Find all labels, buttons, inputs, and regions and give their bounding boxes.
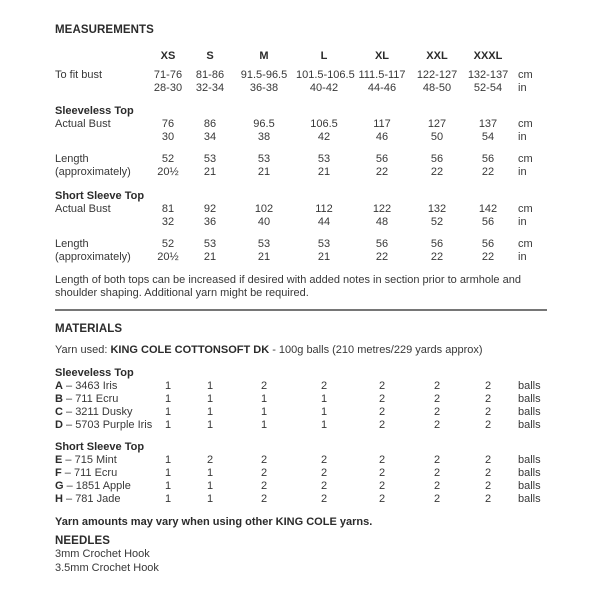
spacer <box>55 229 545 238</box>
value-cell: 44-46 <box>367 82 397 94</box>
value-cell: 2 <box>433 467 441 479</box>
measurements-heading: MEASUREMENTS <box>55 24 154 36</box>
unit-cm: cm <box>518 153 533 165</box>
value-cell: XS <box>160 50 176 62</box>
value-cell: 76 <box>161 118 175 130</box>
unit-in: in <box>518 166 527 178</box>
value-cell: 53 <box>203 238 217 250</box>
yarn-row-label <box>55 393 148 406</box>
value-cell: 2 <box>433 480 441 492</box>
value-cell: 56 <box>375 153 389 165</box>
value-cell: 1 <box>206 493 214 505</box>
value-cell: 53 <box>257 153 271 165</box>
value-cell: 56 <box>481 153 495 165</box>
yarn-row-label <box>55 454 148 467</box>
value-cell: 54 <box>481 131 495 143</box>
value-cell: 2 <box>378 480 386 492</box>
yarn-brand: KING COLE COTTONSOFT DK <box>110 344 270 356</box>
value-cell: 2 <box>378 406 386 418</box>
value-cell: 32-34 <box>195 82 225 94</box>
value-cell: 2 <box>433 393 441 405</box>
value-cell: 2 <box>260 493 268 505</box>
yarn-name: – 5703 Purple Iris <box>66 419 153 431</box>
value-cell: 2 <box>320 467 328 479</box>
length-label: Length <box>55 153 89 165</box>
yarn-letter: A <box>55 380 63 392</box>
yarn-name: – 1851 Apple <box>66 480 131 492</box>
value-cell: 92 <box>203 203 217 215</box>
value-cell: 81 <box>161 203 175 215</box>
value-cell: 2 <box>484 480 492 492</box>
section-title-sleeveless: Sleeveless Top <box>55 105 134 117</box>
unit-cm: cm <box>518 238 533 250</box>
value-cell: 2 <box>320 454 328 466</box>
value-cell: 21 <box>203 251 217 263</box>
unit-balls: balls <box>518 393 541 405</box>
size-header-spacer <box>55 50 148 63</box>
value-cell: 56 <box>430 153 444 165</box>
unit-balls: balls <box>518 467 541 479</box>
value-cell: XXXL <box>473 50 503 62</box>
yarn-row-label <box>55 493 148 506</box>
value-cell: 2 <box>484 467 492 479</box>
unit-cm: cm <box>518 69 533 81</box>
yarn-letter: F <box>55 467 62 479</box>
measurements-table <box>55 50 545 264</box>
value-cell: 53 <box>317 153 331 165</box>
value-cell: 1 <box>260 406 268 418</box>
value-cell: 1 <box>164 406 172 418</box>
spacer <box>55 432 545 441</box>
value-cell: 2 <box>260 467 268 479</box>
yarn-row-label <box>55 406 148 419</box>
yarn-name: – 711 Ecru <box>66 393 119 405</box>
value-cell: 52 <box>430 216 444 228</box>
value-cell: 22 <box>430 166 444 178</box>
actual-bust-sublabel <box>55 216 148 229</box>
value-cell: 122 <box>372 203 392 215</box>
value-cell: 52 <box>161 238 175 250</box>
value-cell: 21 <box>257 166 271 178</box>
yarn-row-label <box>55 419 153 432</box>
value-cell: 56 <box>430 238 444 250</box>
yarn-name: – 3211 Dusky <box>66 406 133 418</box>
unit-cm: cm <box>518 203 533 215</box>
value-cell: 56 <box>481 238 495 250</box>
to-fit-bust-sublabel <box>55 82 148 95</box>
value-cell: 132 <box>427 203 447 215</box>
value-cell: 2 <box>378 493 386 505</box>
value-cell: 21 <box>317 166 331 178</box>
value-cell: XL <box>374 50 390 62</box>
value-cell: 1 <box>164 480 172 492</box>
to-fit-bust-label: To fit bust <box>55 69 103 81</box>
value-cell: 106.5 <box>310 118 338 130</box>
value-cell: 2 <box>378 467 386 479</box>
yarn-name: – 715 Mint <box>65 454 117 466</box>
value-cell: 81-86 <box>195 69 225 81</box>
materials-heading: MATERIALS <box>55 323 123 335</box>
size-header-unit-spacer <box>514 50 545 63</box>
value-cell: 21 <box>203 166 217 178</box>
value-cell: 1 <box>320 419 328 431</box>
length-label: Length <box>55 238 89 250</box>
actual-bust-label: Actual Bust <box>55 118 111 130</box>
spacer <box>55 95 545 105</box>
value-cell: 2 <box>433 380 441 392</box>
spacer <box>55 179 545 190</box>
value-cell: 2 <box>433 406 441 418</box>
value-cell: 1 <box>320 393 328 405</box>
value-cell: 36-38 <box>249 82 279 94</box>
unit-in: in <box>518 82 527 94</box>
value-cell: 132-137 <box>467 69 509 81</box>
value-cell: 38 <box>257 131 271 143</box>
yarn-row-label <box>55 467 148 480</box>
unit-balls: balls <box>518 380 541 392</box>
yarn-letter: C <box>55 406 63 418</box>
unit-in: in <box>518 131 527 143</box>
value-cell: 71-76 <box>153 69 183 81</box>
value-cell: 1 <box>206 419 214 431</box>
needles-heading: NEEDLES <box>55 535 111 547</box>
yarn-name: – 3463 Iris <box>66 380 118 392</box>
unit-balls: balls <box>518 454 541 466</box>
unit-in: in <box>518 251 527 263</box>
value-cell: 53 <box>257 238 271 250</box>
yarn-letter: H <box>55 493 63 505</box>
value-cell: 2 <box>260 380 268 392</box>
value-cell: 142 <box>478 203 498 215</box>
unit-cm: cm <box>518 118 533 130</box>
length-sublabel: (approximately) <box>55 251 131 263</box>
value-cell: 2 <box>484 406 492 418</box>
value-cell: L <box>320 50 328 62</box>
needle-item: 3mm Crochet Hook <box>55 548 150 560</box>
value-cell: 42 <box>317 131 331 143</box>
value-cell: 53 <box>317 238 331 250</box>
value-cell: 1 <box>260 393 268 405</box>
value-cell: 1 <box>164 493 172 505</box>
value-cell: 22 <box>375 251 389 263</box>
yarn-letter: B <box>55 393 63 405</box>
yarn-group-title-short-sleeve: Short Sleeve Top <box>55 441 145 453</box>
value-cell: 21 <box>317 251 331 263</box>
value-cell: 2 <box>378 454 386 466</box>
value-cell: 56 <box>375 238 389 250</box>
value-cell: 122-127 <box>416 69 458 81</box>
value-cell: 2 <box>320 493 328 505</box>
unit-balls: balls <box>518 480 541 492</box>
materials-table <box>55 367 545 506</box>
value-cell: 2 <box>433 419 441 431</box>
value-cell: 1 <box>320 406 328 418</box>
value-cell: 1 <box>206 480 214 492</box>
actual-bust-sublabel <box>55 131 148 144</box>
value-cell: 2 <box>433 493 441 505</box>
value-cell: 20½ <box>157 251 179 263</box>
value-cell: 1 <box>206 380 214 392</box>
length-increase-note: Length of both tops can be increased if desired with added notes in section prior to armhole and shoulder shaping. Additional yarn might be required. <box>55 274 521 299</box>
value-cell: 2 <box>484 380 492 392</box>
value-cell: 102 <box>254 203 274 215</box>
value-cell: 34 <box>203 131 217 143</box>
value-cell: 22 <box>481 166 495 178</box>
yarn-used-suffix: - 100g balls (210 metres/229 yards approx) <box>269 344 483 356</box>
section-title-short-sleeve: Short Sleeve Top <box>55 190 145 202</box>
value-cell: 32 <box>161 216 175 228</box>
section-divider <box>55 309 547 311</box>
value-cell: 52 <box>161 153 175 165</box>
value-cell: 2 <box>260 454 268 466</box>
value-cell: 2 <box>320 380 328 392</box>
spacer <box>55 144 545 153</box>
value-cell: XXL <box>426 50 448 62</box>
yarn-used-prefix: Yarn used: <box>55 344 111 356</box>
length-sublabel: (approximately) <box>55 166 131 178</box>
value-cell: 96.5 <box>253 118 275 130</box>
value-cell: 36 <box>203 216 217 228</box>
value-cell: 111.5-117 <box>358 69 406 81</box>
value-cell: 117 <box>373 118 391 130</box>
value-cell: S <box>206 50 214 62</box>
value-cell: 48 <box>375 216 389 228</box>
value-cell: 112 <box>315 203 333 215</box>
yarn-letter: G <box>55 480 64 492</box>
yarn-letter: D <box>55 419 63 431</box>
value-cell: 1 <box>164 419 172 431</box>
value-cell: 46 <box>375 131 389 143</box>
value-cell: 2 <box>378 393 386 405</box>
value-cell: 52-54 <box>473 82 503 94</box>
yarn-letter: E <box>55 454 63 466</box>
unit-balls: balls <box>518 419 541 431</box>
needle-item: 3.5mm Crochet Hook <box>55 562 159 574</box>
value-cell: 127 <box>427 118 447 130</box>
yarn-group-title-sleeveless: Sleeveless Top <box>55 367 134 379</box>
unit-balls: balls <box>518 406 541 418</box>
value-cell: 30 <box>161 131 175 143</box>
value-cell: 50 <box>430 131 444 143</box>
value-cell: 86 <box>203 118 217 130</box>
value-cell: 53 <box>203 153 217 165</box>
value-cell: 2 <box>484 493 492 505</box>
value-cell: 2 <box>378 380 386 392</box>
value-cell: 2 <box>484 419 492 431</box>
value-cell: 2 <box>206 454 214 466</box>
value-cell: 2 <box>433 454 441 466</box>
value-cell: 91.5-96.5 <box>240 69 288 81</box>
value-cell: 1 <box>260 419 268 431</box>
yarn-row-label <box>55 480 148 493</box>
yarn-used-line <box>55 344 545 357</box>
value-cell: 1 <box>206 467 214 479</box>
value-cell: 101.5-106.5 <box>296 69 355 81</box>
yarn-row-label <box>55 380 148 393</box>
yarn-name: – 781 Jade <box>66 493 121 505</box>
value-cell: 1 <box>206 406 214 418</box>
value-cell: 22 <box>375 166 389 178</box>
value-cell: 21 <box>257 251 271 263</box>
value-cell: 1 <box>206 393 214 405</box>
value-cell: 2 <box>484 454 492 466</box>
value-cell: 2 <box>260 480 268 492</box>
value-cell: 40 <box>257 216 271 228</box>
value-cell: 22 <box>430 251 444 263</box>
value-cell: 1 <box>164 467 172 479</box>
value-cell: 2 <box>320 480 328 492</box>
actual-bust-label: Actual Bust <box>55 203 111 215</box>
value-cell: M <box>259 50 269 62</box>
value-cell: 48-50 <box>422 82 452 94</box>
value-cell: 137 <box>478 118 498 130</box>
yarn-name: – 711 Ecru <box>64 467 118 479</box>
value-cell: 28-30 <box>153 82 183 94</box>
value-cell: 1 <box>164 380 172 392</box>
yarn-amounts-note: Yarn amounts may vary when using other KING COLE yarns. <box>55 516 373 528</box>
value-cell: 40-42 <box>309 82 339 94</box>
value-cell: 56 <box>481 216 495 228</box>
value-cell: 1 <box>164 393 172 405</box>
unit-in: in <box>518 216 527 228</box>
value-cell: 22 <box>481 251 495 263</box>
unit-balls: balls <box>518 493 541 505</box>
value-cell: 2 <box>484 393 492 405</box>
value-cell: 20½ <box>157 166 179 178</box>
value-cell: 2 <box>378 419 386 431</box>
value-cell: 1 <box>164 454 172 466</box>
value-cell: 44 <box>317 216 331 228</box>
